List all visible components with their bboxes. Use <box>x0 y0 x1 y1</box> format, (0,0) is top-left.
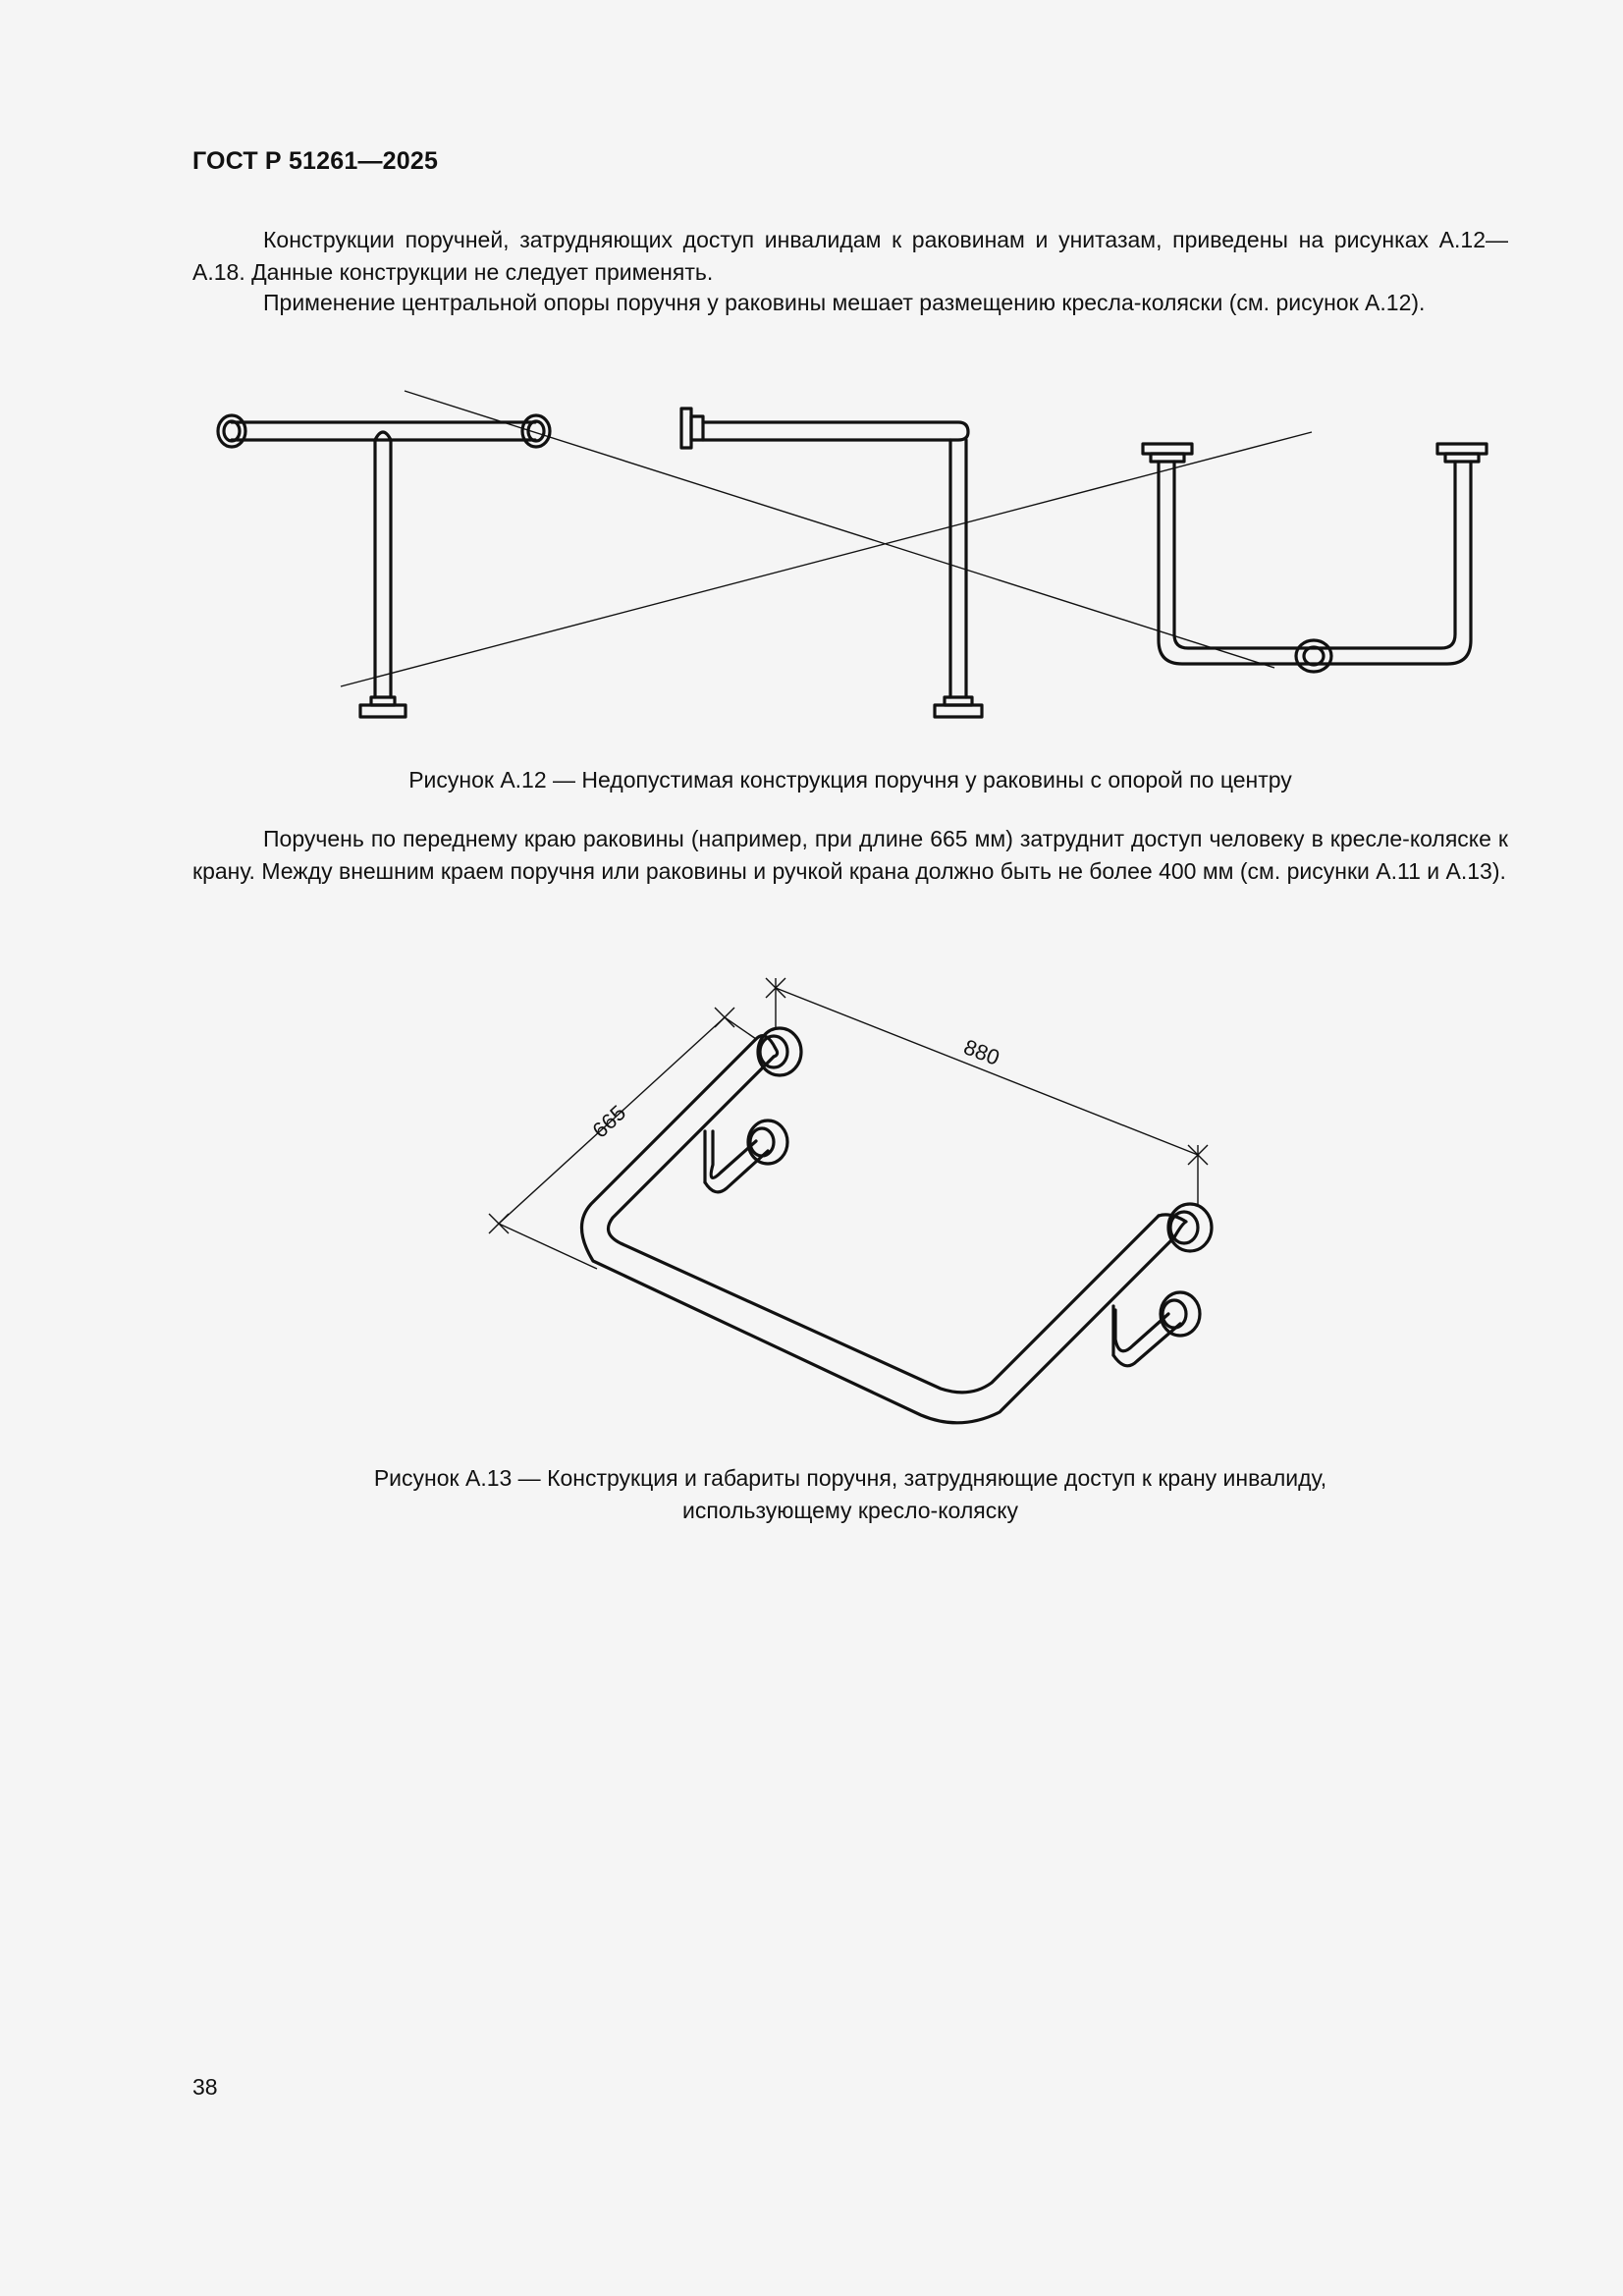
paragraph-central-support: Применение центральной опоры поручня у раковины мешает размещению кресла-коляски (см. рисунок А.12). <box>263 290 1426 315</box>
document-header: ГОСТ Р 51261—2025 <box>192 147 439 175</box>
figure-a13-drawing <box>0 962 1623 1453</box>
paragraph-front-edge-handrail: Поручень по переднему краю раковины (например, при длине 665 мм) затруднит доступ человеку в кресле-коляске к крану. Между внешним краем поручня или раковины и ручкой крана должно быть не более 400 мм (см. рисунки А.11 и А.13). <box>192 826 1508 884</box>
figure-a13-caption <box>192 1462 1508 1527</box>
handrail-isometric <box>581 1028 1212 1423</box>
u-handrail-with-center-support <box>1143 444 1487 672</box>
dimension-665-label: 665 <box>587 1100 631 1143</box>
t-handrail-with-center-support <box>218 415 550 717</box>
cross-out-line-1 <box>405 391 1274 668</box>
dimension-880 <box>766 978 1208 1206</box>
dimension-880-label: 880 <box>960 1034 1003 1070</box>
l-handrail-with-floor-support <box>681 409 982 717</box>
dimension-665 <box>489 1008 756 1269</box>
figure-a13-caption-line-2: использующему кресло-коляску <box>681 1498 1019 1523</box>
page-number: 38 <box>192 2074 218 2100</box>
figure-a13-caption-line-1: Рисунок А.13 — Конструкция и габариты поручня, затрудняющие доступ к крану инвалиду, <box>373 1465 1327 1491</box>
figure-a12-drawing <box>0 373 1623 737</box>
figure-a12-caption: Рисунок А.12 — Недопустимая конструкция поручня у раковины с опорой по центру <box>408 767 1292 793</box>
cross-out-line-2 <box>341 432 1312 686</box>
paragraph-restricted-designs: Конструкции поручней, затрудняющих доступ инвалидам к раковинам и унитазам, приведены на рисунках А.12—А.18. Данные конструкции не следует применять. <box>192 227 1508 285</box>
